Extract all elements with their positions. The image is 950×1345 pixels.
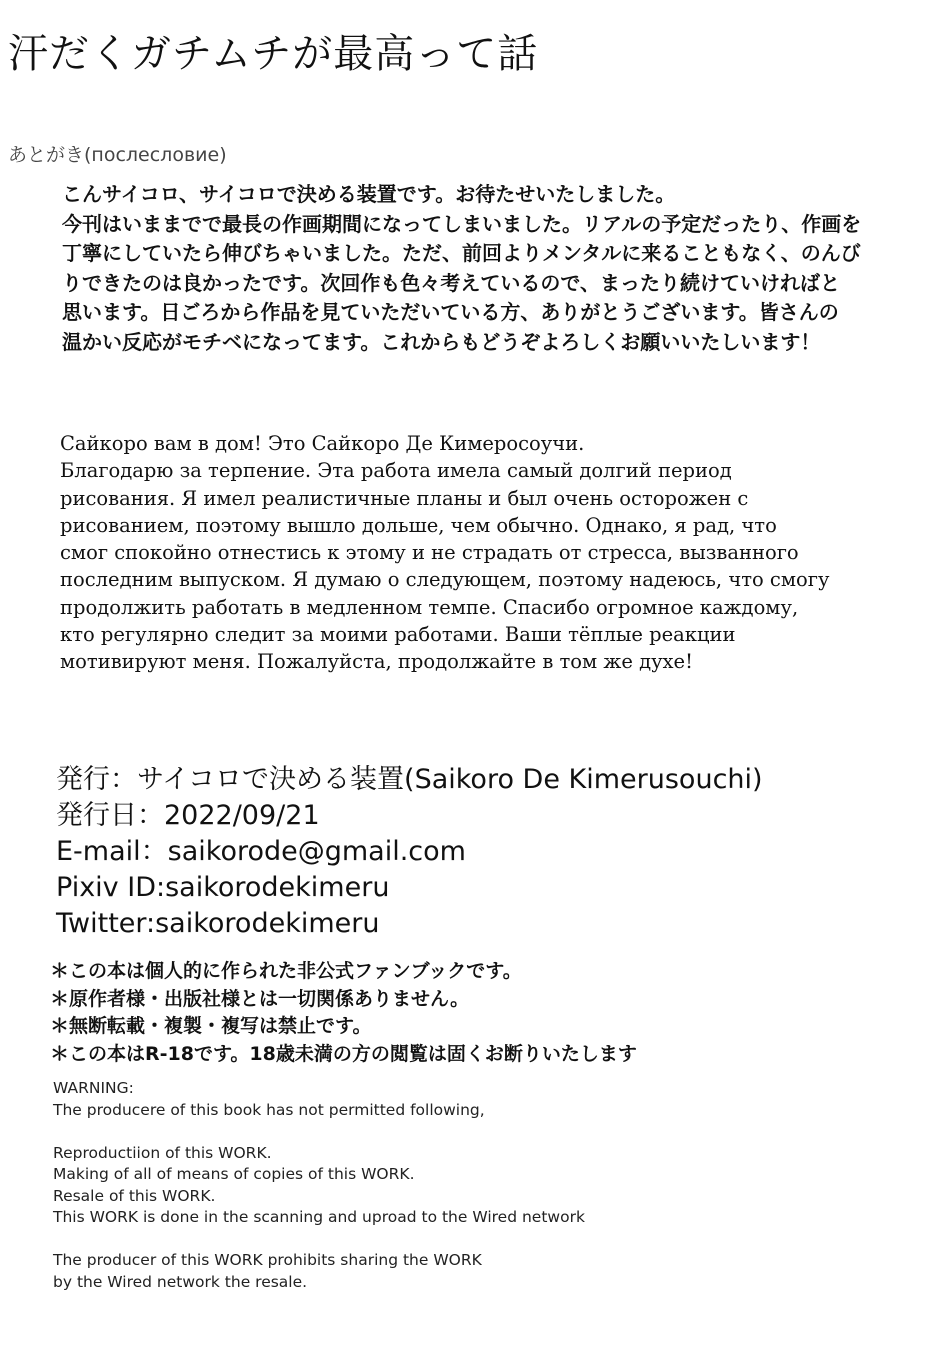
ru-line: Благодарю за терпение. Эта работа имела самый долгий период: [60, 459, 732, 483]
ru-line: мотивируют меня. Пожалуйста, продолжайте в том же духе!: [60, 650, 693, 674]
warning-line: Making of all of means of copies of this WORK.: [53, 1165, 415, 1183]
warning-line: Reproductiion of this WORK.: [53, 1143, 272, 1162]
page-title: 汗だくガチムチが最高って話: [8, 31, 539, 77]
disclaimer-item: ＊この本は個人的に作られた非公式ファンブックです。: [50, 960, 522, 982]
disclaimer-list: [50, 958, 930, 1068]
ru-line: кто регулярно следит за моими работами. Ваши тёплые реакции: [60, 623, 736, 647]
jp-line: こんサイコロ、サイコロで決める装置です。お待たせいたしました。: [62, 182, 676, 206]
jp-line: 丁寧にしていたら伸びちゃいました。ただ、前回よりメンタルに来ることもなく、のんび: [62, 241, 861, 265]
warning-line: [53, 1121, 933, 1143]
japanese-afterword: [62, 180, 942, 357]
warning-line: WARNING:: [53, 1079, 134, 1097]
email-line: E-mail：saikorode@gmail.com: [56, 836, 466, 867]
disclaimer-item: ＊この本はR-18です。18歳未満の方の閲覧は固くお断りいたします: [50, 1042, 637, 1065]
afterword-label: あとがき(послесловие): [8, 144, 227, 166]
warning-line: The producer of this WORK prohibits sharing the WORK: [53, 1251, 482, 1269]
jp-line: 今刊はいままでで最長の作画期間になってしまいました。リアルの予定だったり、作画を: [62, 211, 862, 236]
ru-line: продолжить работать в медленном темпе. Спасибо огромное каждому,: [60, 595, 799, 619]
disclaimer-item: ＊無断転載・複製・複写は禁止です。: [50, 1015, 372, 1037]
jp-line: 温かい反応がモチベになってます。これからもどうぞよろしくお願いいたしいます！: [62, 329, 821, 354]
ru-line: смог спокойно отнестись к этому и не страдать от стресса, вызванного: [60, 541, 799, 565]
disclaimer-item: ＊原作者様・出版社様とは一切関係ありません。: [50, 987, 470, 1010]
warning-line: This WORK is done in the scanning and uproad to the Wired network: [53, 1208, 585, 1226]
warning-line: The producere of this book has not permitted following,: [53, 1100, 485, 1119]
ru-line: последним выпуском. Я думаю о следующем, поэтому надеюсь, что смогу: [60, 568, 830, 592]
jp-line: りできたのは良かったです。次回作も色々考えているので、まったり続けていければと: [62, 270, 840, 295]
twitter-line: Twitter:saikorodekimeru: [56, 908, 380, 939]
jp-line: 思います。日ごろから作品を見ていただいている方、ありがとうございます。皆さんの: [62, 300, 839, 324]
publisher-line: 発行：サイコロで決める装置(Saikoro De Kimerusouchi): [56, 764, 763, 795]
ru-line: Сайкоро вам в дом! Это Сайкоро Де Кимеросоучи.: [60, 432, 585, 455]
pixiv-line: Pixiv ID:saikorodekimeru: [56, 872, 390, 903]
warning-block: [53, 1078, 933, 1293]
colophon: [56, 762, 936, 942]
ru-line: рисования. Я имел реалистичные планы и был очень осторожен с: [60, 486, 749, 510]
publish-date-line: 発行日：2022/09/21: [56, 800, 320, 831]
ru-line: рисованием, поэтому вышло дольше, чем обычно. Однако, я рад, что: [60, 513, 777, 537]
russian-afterword: [60, 430, 940, 676]
warning-line: by the Wired network the resale.: [53, 1272, 308, 1291]
warning-line: Resale of this WORK.: [53, 1186, 216, 1205]
warning-line: [53, 1229, 933, 1251]
